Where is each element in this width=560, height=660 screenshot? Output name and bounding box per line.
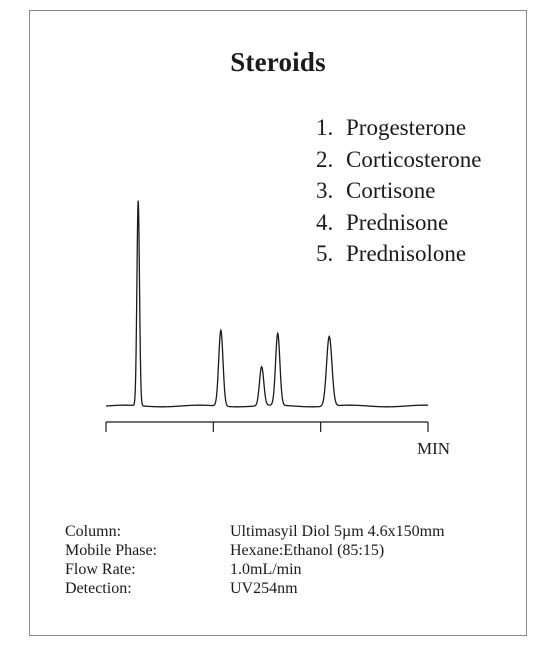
condition-label: Mobile Phase: bbox=[65, 542, 157, 559]
legend-number: 1. bbox=[316, 115, 334, 140]
method-conditions bbox=[65, 522, 445, 598]
time-axis bbox=[106, 422, 428, 432]
condition-value: Ultimasyil Diol 5µm 4.6x150mm bbox=[230, 523, 445, 540]
legend-compound: Corticosterone bbox=[346, 146, 482, 172]
condition-label: Column: bbox=[65, 523, 122, 540]
condition-label: Detection: bbox=[65, 580, 132, 597]
legend-number: 2. bbox=[316, 146, 334, 172]
legend-number: 4. bbox=[316, 209, 334, 235]
legend-compound: Prednisone bbox=[346, 209, 449, 235]
legend-number: 5. bbox=[316, 241, 334, 266]
condition-row-flow-rate bbox=[65, 560, 445, 579]
chromatogram-card bbox=[29, 10, 527, 636]
condition-value: 1.0mL/min bbox=[230, 561, 302, 578]
legend-compound: Progesterone bbox=[346, 115, 467, 140]
condition-row-detection bbox=[65, 579, 445, 598]
axis-unit-label: MIN bbox=[417, 439, 451, 458]
legend-number: 3. bbox=[316, 178, 334, 203]
condition-value: Hexane:Ethanol (85:15) bbox=[230, 542, 385, 559]
condition-row-column bbox=[65, 522, 445, 541]
legend-compound: Cortisone bbox=[346, 178, 436, 203]
chromatogram-plot bbox=[30, 11, 528, 481]
condition-row-mobile-phase bbox=[65, 541, 445, 560]
chart-title: Steroids bbox=[230, 47, 326, 77]
chromatogram-trace bbox=[106, 201, 428, 407]
legend-compound: Prednisolone bbox=[346, 241, 467, 266]
condition-value: UV254nm bbox=[230, 580, 298, 597]
condition-label: Flow Rate: bbox=[65, 561, 136, 578]
